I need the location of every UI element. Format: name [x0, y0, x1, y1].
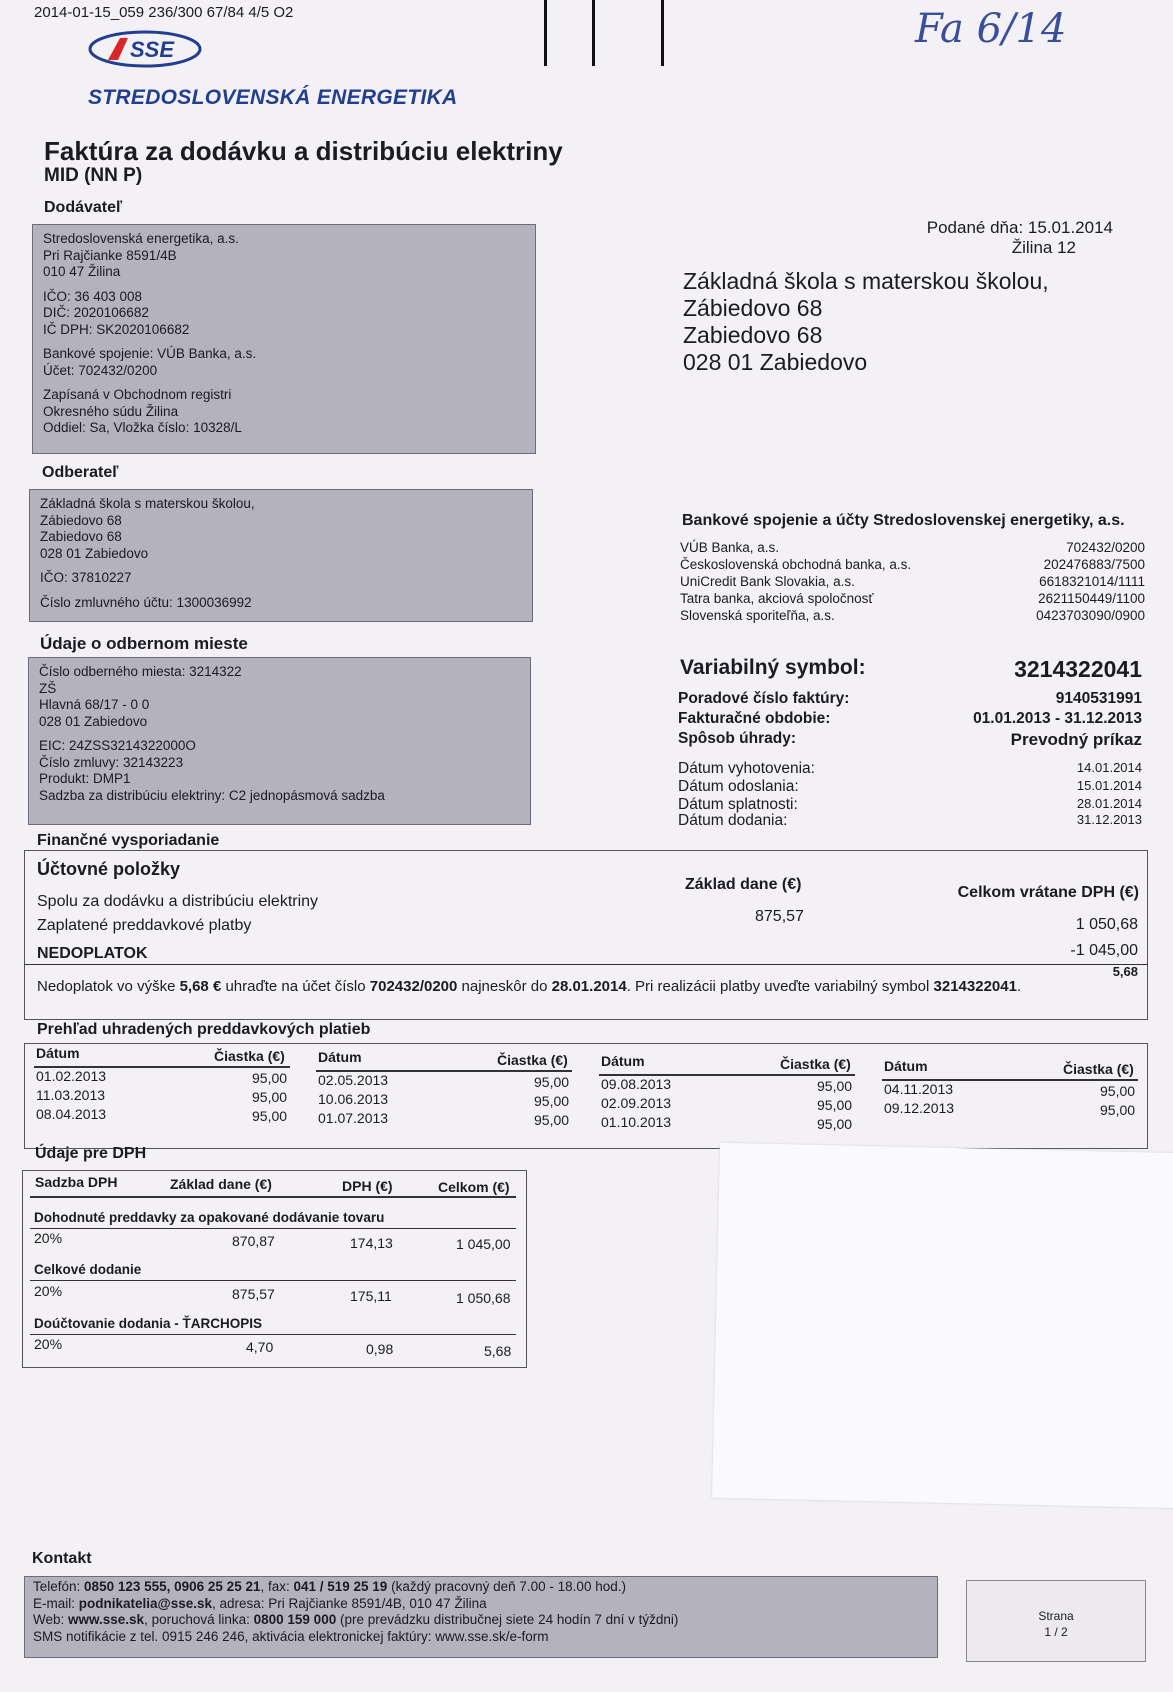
handwritten-note: Fa 6/14 [915, 6, 1067, 52]
vat-section-title: Doúčtovanie dodania - ŤARCHOPIS [34, 1316, 263, 1331]
contact-email-line [33, 1596, 929, 1613]
payment-note [37, 978, 1137, 995]
place-line: EIC: 24ZSS3214322000O [39, 738, 196, 753]
bank-account: 6618321014/1111 [1039, 574, 1145, 589]
invoice-subtitle: MID (NN P) [44, 165, 143, 186]
page-indicator [966, 1580, 1146, 1662]
bank-name: Československá obchodná banka, a.s. [680, 557, 912, 572]
invoice-title: Faktúra za dodávku a distribúciu elektriny [44, 136, 563, 166]
contact-text: , fax: [260, 1579, 294, 1594]
customer-box [29, 489, 533, 622]
variable-symbol-label: Variabilný symbol: [680, 656, 866, 679]
variable-symbol-value: 3214322041 [1014, 656, 1142, 682]
base-column-header: Základ dane (€) [685, 876, 802, 893]
invoice-date-value: 14.01.2014 [1076, 760, 1142, 775]
vat-col-total: Celkom (€) [438, 1179, 510, 1195]
supplier-line: Pri Rajčianke 8591/4B [43, 247, 177, 263]
contact-text: Telefón: [33, 1579, 85, 1594]
contact-fax: 041 / 519 25 19 [293, 1579, 388, 1594]
payment-date: 02.09.2013 [601, 1095, 672, 1111]
bank-account: 2621150449/1100 [1038, 591, 1145, 606]
contact-text: (každý pracovný deň 7.00 - 18.00 hod.) [387, 1579, 626, 1594]
bank-row [680, 608, 1145, 623]
supplier-line: Bankové spojenie: VÚB Banka, a.s. [43, 346, 257, 361]
bank-row [680, 557, 1145, 572]
payment-date: 10.06.2013 [318, 1091, 389, 1107]
note-text: Nedoplatok vo výške [37, 978, 180, 995]
vat-rate: 20% [34, 1283, 63, 1299]
vat-col-base: Základ dane (€) [170, 1176, 272, 1192]
payment-amount: 95,00 [817, 1097, 853, 1113]
supplier-box [32, 224, 536, 454]
payment-amount: 95,00 [252, 1089, 288, 1105]
payments-col-date: Dátum [884, 1058, 928, 1074]
place-line: Produkt: DMP1 [39, 771, 131, 786]
bank-row [680, 591, 1145, 606]
vat-section-rule [30, 1334, 516, 1335]
contact-email[interactable]: podnikatelia@sse.sk [78, 1595, 212, 1611]
payments-col-date: Dátum [36, 1045, 80, 1061]
invoice-row-label: Spôsob úhrady: [678, 730, 796, 747]
vat-base: 4,70 [246, 1339, 274, 1355]
payment-amount: 95,00 [817, 1078, 853, 1094]
payments-heading: Prehľad uhradených preddavkových platieb [37, 1021, 371, 1038]
bank-account: 0423703090/0900 [1036, 608, 1145, 623]
bank-name: UniCredit Bank Slovakia, a.s. [680, 574, 855, 589]
vat-rate: 20% [34, 1230, 63, 1246]
bank-account: 702432/0200 [1066, 540, 1145, 555]
vat-section-rule [30, 1280, 516, 1281]
underpayment-label: NEDOPLATOK [37, 945, 148, 962]
supplier-line: Účet: 702432/0200 [43, 362, 158, 378]
contact-text: (pre prevádzku distribučnej siete 24 hodín 7 dní v týždni) [336, 1612, 679, 1627]
contact-text: Web: [33, 1612, 69, 1627]
invoice-row-label: Fakturačné obdobie: [678, 710, 831, 727]
payment-amount: 95,00 [534, 1112, 570, 1128]
payment-amount: 95,00 [252, 1108, 288, 1124]
payments-col-amount: Čiastka (€) [1063, 1061, 1134, 1077]
customer-line: Zabiedovo 68 [40, 529, 122, 544]
vat-section-title: Celkové dodanie [34, 1262, 142, 1277]
contact-sms-line: SMS notifikácie z tel. 0915 246 246, aktivácia elektronickej faktúry: www.sse.sk/e-form [33, 1628, 549, 1644]
brand-name: STREDOSLOVENSKÁ ENERGETIKA [88, 86, 458, 109]
page-value: 1 / 2 [1044, 1625, 1068, 1639]
payment-amount: 95,00 [252, 1070, 288, 1086]
invoice-date-label: Dátum dodania: [678, 812, 788, 829]
items-row-label: Spolu za dodávku a distribúciu elektriny [37, 893, 319, 910]
payment-date: 01.10.2013 [601, 1114, 672, 1130]
invoice-row-value: Prevodný príkaz [1010, 730, 1142, 749]
place-heading: Údaje o odbernom mieste [40, 634, 248, 653]
vat-total: 1 050,68 [456, 1290, 511, 1306]
contact-box [24, 1576, 938, 1658]
payment-date: 09.08.2013 [601, 1076, 672, 1092]
customer-account: Číslo zmluvného účtu: 1300036992 [40, 594, 252, 610]
invoice-row-label: Poradové číslo faktúry: [678, 690, 850, 707]
invoice-row-value: 01.01.2013 - 31.12.2013 [973, 710, 1142, 727]
payment-amount: 95,00 [1100, 1102, 1136, 1118]
items-row-total: 1 050,68 [1075, 916, 1138, 933]
contact-web-line [33, 1612, 929, 1629]
vat-section-title: Dohodnuté preddavky za opakované dodávanie tovaru [34, 1210, 385, 1225]
place-line: Číslo odberného miesta: 3214322 [39, 664, 242, 679]
submitted-date: Podané dňa: 15.01.2014 [926, 218, 1113, 237]
payments-col-date: Dátum [318, 1049, 362, 1065]
bank-account: 202476883/7500 [1043, 557, 1145, 572]
total-column-header: Celkom vrátane DPH (€) [957, 884, 1139, 901]
barcode-bar [592, 0, 595, 66]
sse-logo [88, 30, 203, 68]
payment-date: 01.02.2013 [36, 1068, 107, 1084]
note-date: 28.01.2014 [551, 978, 627, 995]
customer-line: Zábiedovo 68 [40, 512, 122, 528]
invoice-row-value: 9140531991 [1055, 690, 1142, 707]
supplier-line: DIČ: 2020106682 [43, 305, 149, 320]
customer-ico: IČO: 37810227 [40, 570, 132, 585]
payment-amount: 95,00 [817, 1116, 853, 1132]
bank-accounts-title: Bankové spojenie a účty Stredoslovenskej energetiky, a.s. [682, 512, 1125, 529]
supplier-heading: Dodávateľ [44, 199, 123, 216]
invoice-date-label: Dátum vyhotovenia: [678, 760, 815, 777]
payments-col-amount: Čiastka (€) [780, 1056, 851, 1072]
payment-date: 11.03.2013 [36, 1087, 106, 1103]
address-line: Zabiedovo 68 [683, 322, 823, 348]
vat-base: 870,87 [232, 1233, 275, 1249]
customer-heading: Odberateľ [42, 464, 119, 481]
vat-section-rule [30, 1228, 516, 1229]
place-line: Číslo zmluvy: 32143223 [39, 754, 184, 770]
invoice-date-label: Dátum splatnosti: [678, 796, 798, 813]
address-line: Základná škola s materskou školou, [683, 268, 1049, 294]
items-title: Účtovné položky [37, 859, 181, 879]
paper-overlay [712, 1143, 1173, 1509]
logo-text: SSE [130, 37, 175, 62]
vat-col-vat: DPH (€) [342, 1178, 393, 1194]
payment-amount: 95,00 [1100, 1083, 1136, 1099]
contact-phone-line [33, 1579, 929, 1596]
supplier-line: IČ DPH: SK2020106682 [43, 321, 190, 337]
bank-row [680, 540, 1145, 555]
supplier-line: Okresného súdu Žilina [43, 403, 179, 419]
payment-amount: 95,00 [534, 1074, 570, 1090]
invoice-row [678, 730, 1142, 750]
items-row-label: Zaplatené preddavkové platby [37, 917, 252, 934]
barcode-bar [661, 0, 664, 66]
bank-name: VÚB Banka, a.s. [680, 540, 780, 555]
vat-amount: 174,13 [350, 1235, 393, 1251]
invoice-date-row [678, 812, 1142, 830]
payment-amount: 95,00 [534, 1093, 570, 1109]
contact-phones: 0850 123 555, 0906 25 25 21 [84, 1579, 261, 1594]
recipient-address [683, 268, 1049, 376]
page-label: Strana [1038, 1609, 1074, 1623]
address-line: Zábiedovo 68 [683, 295, 823, 321]
payment-date: 09.12.2013 [884, 1100, 955, 1116]
note-text: . [1016, 978, 1022, 995]
payments-col-amount: Čiastka (€) [497, 1052, 568, 1068]
note-text: najneskôr do [457, 978, 552, 995]
barcode-bar [544, 0, 547, 66]
items-row-total: -1 045,00 [1070, 942, 1138, 959]
payments-col-amount: Čiastka (€) [214, 1048, 285, 1064]
payment-date: 01.07.2013 [318, 1110, 389, 1126]
vat-base: 875,57 [232, 1286, 275, 1302]
place-line: 028 01 Zabiedovo [39, 713, 148, 729]
vat-header-rule [30, 1196, 516, 1198]
contact-text: , poruchová linka: [144, 1612, 254, 1627]
items-row-base: 875,57 [755, 908, 804, 925]
bank-name: Tatra banka, akciová spoločnosť [680, 591, 874, 606]
invoice-row [678, 690, 1142, 708]
vat-heading: Údaje pre DPH [35, 1145, 147, 1162]
customer-line: Základná škola s materskou školou, [40, 496, 255, 511]
contact-web[interactable]: www.sse.sk [68, 1612, 145, 1627]
note-text: . Pri realizácii platby uveďte variabilný symbol [626, 978, 934, 995]
vat-rate: 20% [34, 1336, 63, 1352]
place-line: ZŠ [39, 680, 57, 696]
underpayment-value: 5,68 [1112, 964, 1138, 979]
invoice-date-row [678, 760, 1142, 778]
bank-row [680, 574, 1145, 589]
address-line: 028 01 Zabiedovo [683, 349, 868, 375]
customer-line: 028 01 Zabiedovo [40, 545, 149, 561]
place-line: Hlavná 68/17 - 0 0 [39, 697, 150, 712]
invoice-date-row [678, 778, 1142, 796]
payment-date: 04.11.2013 [884, 1081, 954, 1097]
scan-header: 2014-01-15_059 236/300 67/84 4/5 O2 [34, 4, 294, 21]
bank-name: Slovenská sporiteľňa, a.s. [680, 608, 835, 623]
note-account: 702432/0200 [369, 978, 458, 995]
vat-amount: 0,98 [366, 1341, 394, 1357]
payment-date: 02.05.2013 [318, 1072, 389, 1088]
note-text: uhraďte na účet číslo [221, 978, 370, 995]
supplier-line: IČO: 36 403 008 [43, 288, 143, 304]
supplier-line: Oddiel: Sa, Vložka číslo: 10328/L [43, 420, 242, 435]
supplier-line: Zapísaná v Obchodnom registri [43, 387, 232, 402]
place-line: Sadzba za distribúciu elektriny: C2 jednopásmová sadzba [39, 787, 385, 803]
post-office: Žilina 12 [1011, 238, 1076, 257]
contact-heading: Kontakt [32, 1550, 92, 1567]
contact-text: E-mail: [33, 1595, 79, 1611]
vat-col-rate: Sadzba DPH [35, 1174, 118, 1190]
contact-text: , adresa: Pri Rajčianke 8591/4B, 010 47 Žilina [212, 1595, 487, 1611]
vat-amount: 175,11 [350, 1288, 392, 1304]
invoice-row [678, 710, 1142, 728]
vat-total: 5,68 [484, 1343, 512, 1359]
note-vs: 3214322041 [933, 978, 1017, 995]
supplier-line: Stredoslovenská energetika, a.s. [43, 231, 239, 246]
invoice-date-label: Dátum odoslania: [678, 778, 799, 795]
invoice-date-value: 15.01.2014 [1076, 778, 1142, 793]
finance-heading: Finančné vysporiadanie [37, 832, 220, 849]
invoice-date-value: 28.01.2014 [1076, 796, 1142, 811]
payments-col-date: Dátum [601, 1053, 645, 1069]
payment-date: 08.04.2013 [36, 1106, 107, 1122]
note-amount: 5,68 € [179, 978, 222, 995]
contact-faultline: 0800 159 000 [253, 1612, 337, 1627]
place-box [28, 657, 531, 825]
payments-table [24, 1043, 1148, 1149]
vat-total: 1 045,00 [456, 1236, 511, 1252]
supplier-line: 010 47 Žilina [43, 264, 121, 279]
invoice-date-value: 31.12.2013 [1076, 812, 1142, 827]
